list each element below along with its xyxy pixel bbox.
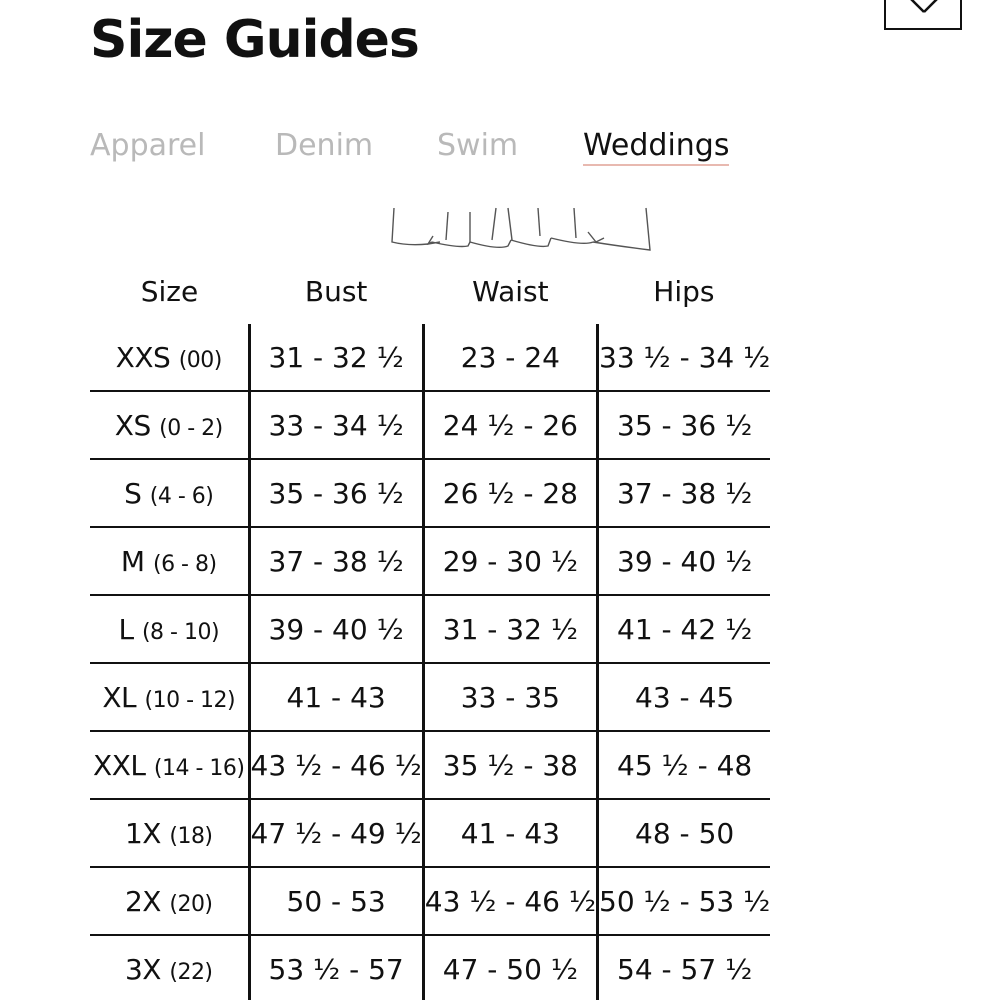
hips-cell: 39 - 40 ½ xyxy=(598,527,771,595)
table-row xyxy=(90,663,770,731)
waist-cell: 31 - 32 ½ xyxy=(423,595,597,663)
waist-cell: 33 - 35 xyxy=(423,663,597,731)
table-row xyxy=(90,459,770,527)
table-row xyxy=(90,391,770,459)
hips-cell: 43 - 45 xyxy=(598,663,771,731)
size-cell xyxy=(90,799,249,867)
size-cell xyxy=(90,324,249,391)
waist-cell: 35 ½ - 38 xyxy=(423,731,597,799)
size-cell xyxy=(90,731,249,799)
size-number: (18) xyxy=(169,823,213,849)
size-code: 3X xyxy=(124,952,161,986)
close-icon xyxy=(896,0,952,28)
size-number: (14 - 16) xyxy=(153,755,245,781)
tab-weddings[interactable]: Weddings xyxy=(583,126,729,166)
waist-cell: 47 - 50 ½ xyxy=(423,935,597,1000)
size-cell xyxy=(90,935,249,1000)
size-number: (6 - 8) xyxy=(152,551,217,577)
size-number: (00) xyxy=(178,347,222,373)
table-row xyxy=(90,595,770,663)
size-cell xyxy=(90,867,249,935)
size-number: (4 - 6) xyxy=(149,483,214,509)
size-code: M xyxy=(120,544,145,578)
hips-cell: 37 - 38 ½ xyxy=(598,459,771,527)
header-waist: Waist xyxy=(472,274,549,308)
size-code: L xyxy=(118,612,134,646)
bust-cell: 41 - 43 xyxy=(249,663,423,731)
size-code: 2X xyxy=(124,884,161,918)
size-number: (20) xyxy=(169,891,213,917)
table-row xyxy=(90,324,770,391)
tab-denim[interactable]: Denim xyxy=(275,128,374,163)
waist-cell: 23 - 24 xyxy=(423,324,597,391)
hips-cell: 41 - 42 ½ xyxy=(598,595,771,663)
size-cell xyxy=(90,595,249,663)
table-header-row xyxy=(90,258,770,324)
header-size: Size xyxy=(140,274,199,308)
table-row xyxy=(90,935,770,1000)
size-number: (10 - 12) xyxy=(144,687,236,713)
size-number: (8 - 10) xyxy=(141,619,220,645)
table-row xyxy=(90,867,770,935)
header-bust: Bust xyxy=(304,274,368,308)
bust-cell: 39 - 40 ½ xyxy=(249,595,423,663)
size-cell xyxy=(90,391,249,459)
bust-cell: 37 - 38 ½ xyxy=(249,527,423,595)
close-button[interactable] xyxy=(884,0,962,30)
bust-cell: 35 - 36 ½ xyxy=(249,459,423,527)
table-row xyxy=(90,799,770,867)
waist-cell: 24 ½ - 26 xyxy=(423,391,597,459)
bust-cell: 31 - 32 ½ xyxy=(249,324,423,391)
hips-cell: 45 ½ - 48 xyxy=(598,731,771,799)
size-code: XXS xyxy=(115,340,171,374)
size-cell xyxy=(90,459,249,527)
size-number: (0 - 2) xyxy=(159,415,223,441)
hips-cell: 35 - 36 ½ xyxy=(598,391,771,459)
hips-cell: 54 - 57 ½ xyxy=(598,935,771,1000)
waist-cell: 29 - 30 ½ xyxy=(423,527,597,595)
size-code: S xyxy=(124,476,142,510)
bust-cell: 47 ½ - 49 ½ xyxy=(249,799,423,867)
header-hips: Hips xyxy=(653,274,715,308)
bust-cell: 33 - 34 ½ xyxy=(249,391,423,459)
dress-hem-illustration xyxy=(388,206,658,256)
size-number: (22) xyxy=(169,959,213,985)
waist-cell: 41 - 43 xyxy=(423,799,597,867)
waist-cell: 43 ½ - 46 ½ xyxy=(423,867,597,935)
tab-apparel[interactable]: Apparel xyxy=(90,128,206,163)
size-code: XXL xyxy=(93,748,146,782)
hips-cell: 50 ½ - 53 ½ xyxy=(598,867,771,935)
size-code: 1X xyxy=(124,816,161,850)
tab-swim[interactable]: Swim xyxy=(437,128,519,163)
size-cell xyxy=(90,663,249,731)
table-row xyxy=(90,731,770,799)
size-code: XS xyxy=(114,408,151,442)
hips-cell: 48 - 50 xyxy=(598,799,771,867)
page-title: Size Guides xyxy=(90,10,419,70)
hips-cell: 33 ½ - 34 ½ xyxy=(598,324,771,391)
size-code: XL xyxy=(102,680,137,714)
bust-cell: 43 ½ - 46 ½ xyxy=(249,731,423,799)
bust-cell: 50 - 53 xyxy=(249,867,423,935)
size-table xyxy=(90,258,770,1000)
size-cell xyxy=(90,527,249,595)
table-row xyxy=(90,527,770,595)
bust-cell: 53 ½ - 57 xyxy=(249,935,423,1000)
waist-cell: 26 ½ - 28 xyxy=(423,459,597,527)
